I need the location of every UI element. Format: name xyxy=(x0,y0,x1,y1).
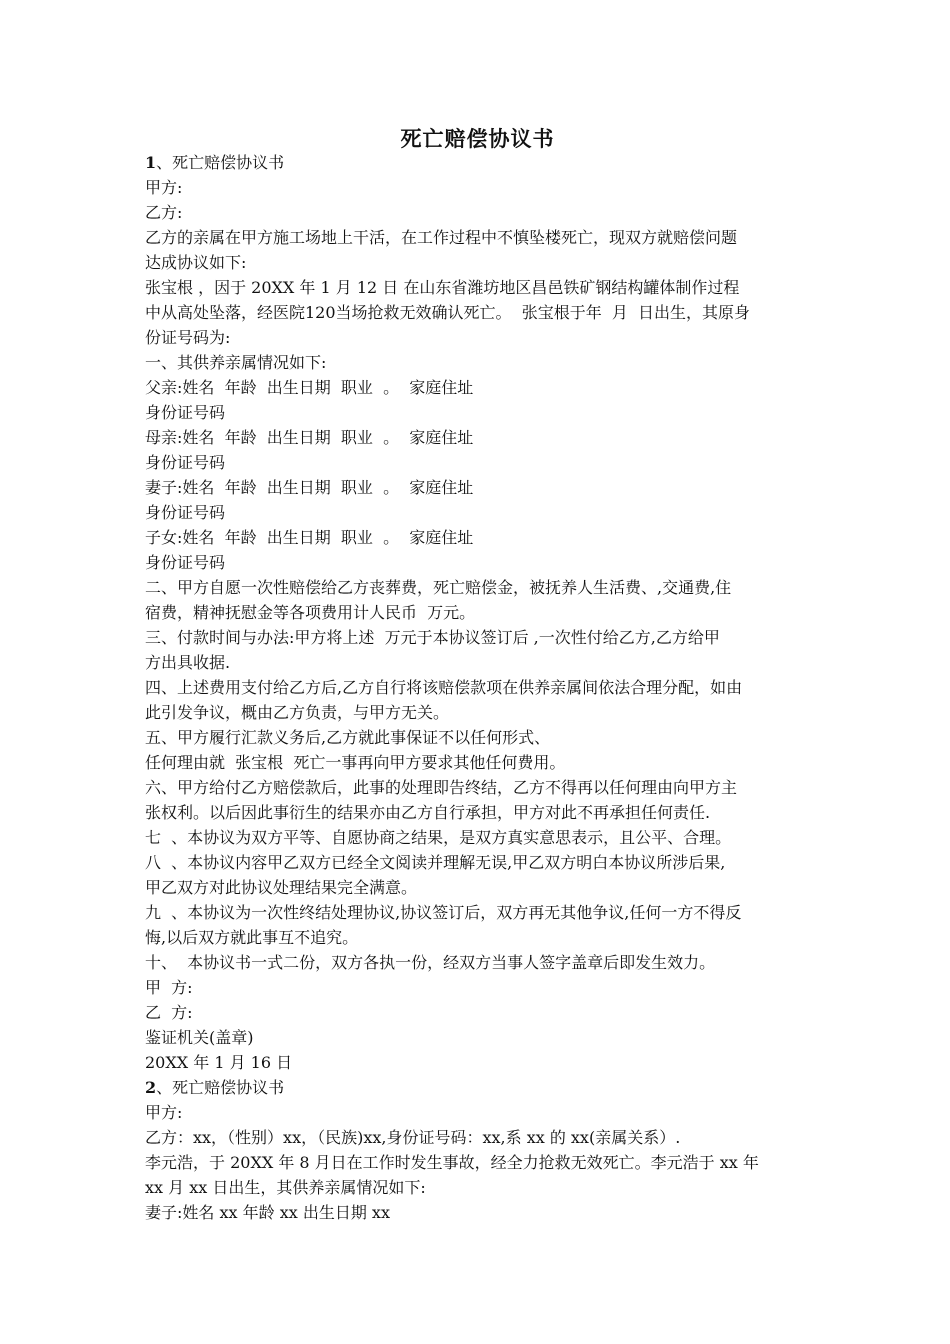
line-text: 甲乙双方对此协议处理结果完全满意。 xyxy=(145,878,418,897)
line-text: 身份证号码 xyxy=(145,503,226,522)
line-text: 20XX 年 1 月 16 日 xyxy=(145,1053,293,1072)
section-number: 1 xyxy=(145,153,157,172)
line-text: 李元浩，于 20XX 年 8 月日在工作时发生事故，经全力抢救无效死亡。李元浩于 xx 年 xyxy=(145,1153,759,1172)
line-text: 达成协议如下: xyxy=(145,253,247,272)
line-text: 甲 方: xyxy=(145,978,193,997)
line-text: 张宝根 ，因于 20XX 年 1 月 12 日 在山东省潍坊地区昌邑铁矿钢结构罐体制作过程 xyxy=(145,278,740,297)
line-text: xx 月 xx 日出生，其供养亲属情况如下: xyxy=(145,1178,426,1197)
line-text: 、死亡赔偿协议书 xyxy=(156,153,285,172)
document-line xyxy=(145,975,810,1000)
document-line xyxy=(145,600,810,625)
document-line xyxy=(145,650,810,675)
line-text: 乙方：xx，（性别）xx，（民族)xx,身份证号码：xx,系 xx 的 xx(亲属关系）. xyxy=(145,1128,681,1147)
line-text: 九 、本协议为一次性终结处理协议,协议签订后，双方再无其他争议,任何一方不得反 xyxy=(145,903,742,922)
line-text: 七 、本协议为双方平等、自愿协商之结果，是双方真实意思表示，且公平、合理。 xyxy=(145,828,732,847)
line-text: 此引发争议，概由乙方负责，与甲方无关。 xyxy=(145,703,450,722)
section-number: 2 xyxy=(145,1078,157,1097)
document-line xyxy=(145,725,810,750)
line-text: 甲方: xyxy=(145,178,183,197)
document-line xyxy=(145,275,810,300)
line-text: 四、上述费用支付给乙方后,乙方自行将该赔偿款项在供养亲属间依法合理分配，如由 xyxy=(145,678,743,697)
line-text: 任何理由就 张宝根 死亡一事再向甲方要求其他任何费用。 xyxy=(145,753,566,772)
document-line xyxy=(145,325,810,350)
line-text: 十、 本协议书一式二份，双方各执一份，经双方当事人签字盖章后即发生效力。 xyxy=(145,953,716,972)
line-text: 身份证号码 xyxy=(145,453,226,472)
line-text: 鉴证机关(盖章) xyxy=(145,1028,254,1047)
document-line xyxy=(145,950,810,975)
document-line xyxy=(145,150,810,175)
document-line xyxy=(145,300,810,325)
document-line xyxy=(145,1100,810,1125)
document-line xyxy=(145,1000,810,1025)
document-line xyxy=(145,925,810,950)
document-line xyxy=(145,525,810,550)
line-text: 、死亡赔偿协议书 xyxy=(156,1078,285,1097)
line-text: 父亲:姓名 年龄 出生日期 职业 。 家庭住址 xyxy=(145,378,474,397)
document-line xyxy=(145,1125,810,1150)
line-text: 宿费，精神抚慰金等各项费用计人民币 万元。 xyxy=(145,603,476,622)
document-line xyxy=(145,1050,810,1075)
document-line xyxy=(145,450,810,475)
line-text: 母亲:姓名 年龄 出生日期 职业 。 家庭住址 xyxy=(145,428,474,447)
line-text: 子女:姓名 年龄 出生日期 职业 。 家庭住址 xyxy=(145,528,474,547)
document-line xyxy=(145,900,810,925)
line-text: 中从高处坠落，经医院120当场抢救无效确认死亡。 张宝根于年 月 日出生，其原身 xyxy=(145,303,751,322)
document-line xyxy=(145,350,810,375)
line-text: 张权利。以后因此事衍生的结果亦由乙方自行承担，甲方对此不再承担任何责任. xyxy=(145,803,711,822)
document-line xyxy=(145,800,810,825)
line-text: 身份证号码 xyxy=(145,553,226,572)
document-line xyxy=(145,1075,810,1100)
line-text: 八 、本协议内容甲乙双方已经全文阅读并理解无误,甲乙双方明白本协议所涉后果, xyxy=(145,853,726,872)
line-text: 二、甲方自愿一次性赔偿给乙方丧葬费，死亡赔偿金，被抚养人生活费、,交通费,住 xyxy=(145,578,732,597)
line-text: 甲方: xyxy=(145,1103,183,1122)
document-line xyxy=(145,875,810,900)
line-text: 三、付款时间与办法:甲方将上述 万元于本协议签订后 ,一次性付给乙方,乙方给甲 xyxy=(145,628,720,647)
document-line xyxy=(145,700,810,725)
document-line xyxy=(145,625,810,650)
document-line xyxy=(145,775,810,800)
line-text: 乙方的亲属在甲方施工场地上干活，在工作过程中不慎坠楼死亡，现双方就赔偿问题 xyxy=(145,228,738,247)
line-text: 妻子:姓名 年龄 出生日期 职业 。 家庭住址 xyxy=(145,478,474,497)
document-line xyxy=(145,575,810,600)
document-line xyxy=(145,750,810,775)
line-text: 份证号码为: xyxy=(145,328,231,347)
document-line xyxy=(145,825,810,850)
line-text: 悔,以后双方就此事互不追究。 xyxy=(145,928,359,947)
document-line xyxy=(145,200,810,225)
document-line xyxy=(145,1200,810,1225)
document-line xyxy=(145,250,810,275)
line-text: 妻子:姓名 xx 年龄 xx 出生日期 xx xyxy=(145,1203,390,1222)
line-text: 一、其供养亲属情况如下: xyxy=(145,353,327,372)
line-text: 方出具收据. xyxy=(145,653,231,672)
document-title: 死亡赔偿协议书 xyxy=(400,126,555,151)
line-text: 乙 方: xyxy=(145,1003,193,1022)
document-line xyxy=(145,1150,810,1175)
document-line xyxy=(145,500,810,525)
line-text: 五、甲方履行汇款义务后,乙方就此事保证不以任何形式、 xyxy=(145,728,551,747)
document-line xyxy=(145,550,810,575)
line-text: 六、甲方给付乙方赔偿款后，此事的处理即告终结，乙方不得再以任何理由向甲方主 xyxy=(145,778,738,797)
document-line xyxy=(145,1025,810,1050)
document-line xyxy=(145,225,810,250)
document-line xyxy=(145,175,810,200)
document-line xyxy=(145,475,810,500)
document-line xyxy=(145,375,810,400)
document-line xyxy=(145,1175,810,1200)
document-line xyxy=(145,850,810,875)
document-body xyxy=(145,150,810,1225)
line-text: 身份证号码 xyxy=(145,403,226,422)
document-line xyxy=(145,675,810,700)
line-text: 乙方: xyxy=(145,203,183,222)
document-line xyxy=(145,425,810,450)
document-line xyxy=(145,400,810,425)
